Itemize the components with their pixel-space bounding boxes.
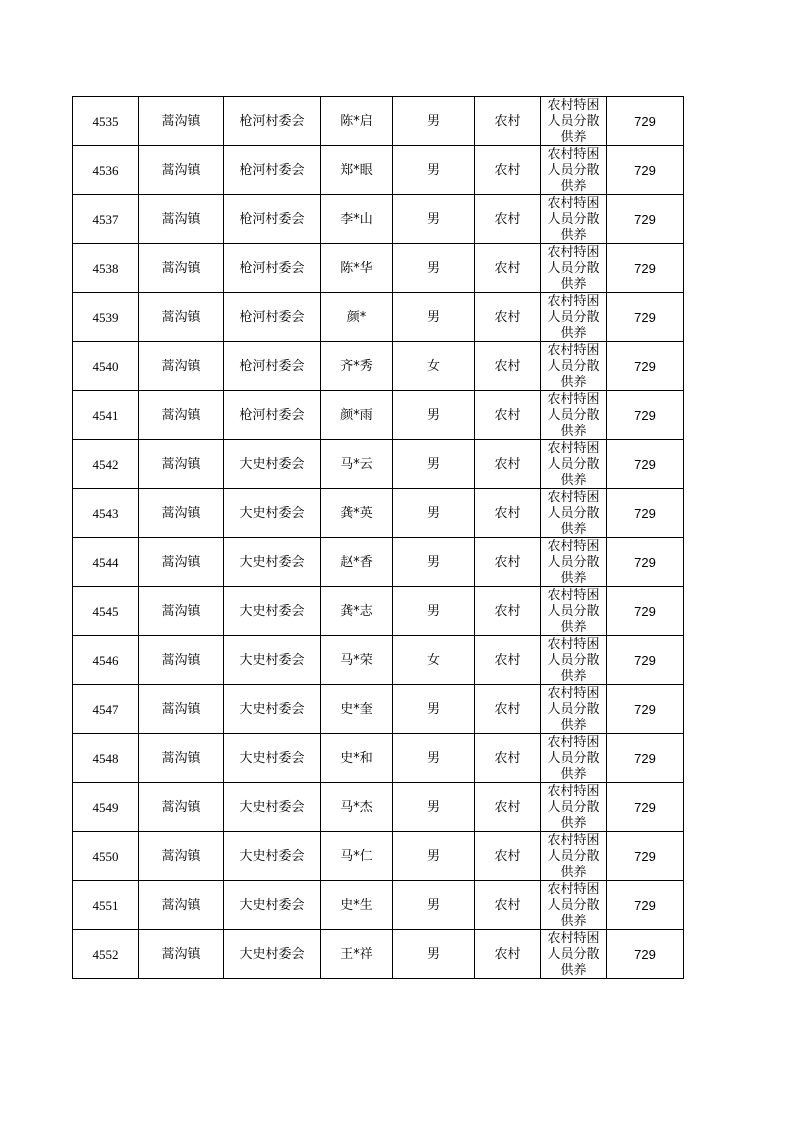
- person-name-cell: 郑*眼: [321, 146, 393, 195]
- support-category-text: 农村特困人员分散供养: [547, 882, 600, 929]
- support-category-text: 农村特困人员分散供养: [547, 735, 600, 782]
- amount-cell: 729: [607, 342, 684, 391]
- support-category-text: 农村特困人员分散供养: [547, 490, 600, 537]
- village-committee-cell: 枪河村委会: [224, 97, 321, 146]
- residence-type-cell: 农村: [475, 636, 541, 685]
- residence-type-cell: 农村: [475, 881, 541, 930]
- town-cell: 蒿沟镇: [139, 489, 224, 538]
- record-id-cell: 4544: [73, 538, 139, 587]
- support-category-text: 农村特困人员分散供养: [547, 245, 600, 292]
- amount-cell: 729: [607, 930, 684, 979]
- person-name-cell: 马*荣: [321, 636, 393, 685]
- person-name-cell: 龚*英: [321, 489, 393, 538]
- support-category-text: 农村特困人员分散供养: [547, 147, 600, 194]
- gender-cell: 男: [393, 685, 475, 734]
- person-name-cell: 马*仁: [321, 832, 393, 881]
- person-name-cell: 赵*香: [321, 538, 393, 587]
- town-cell: 蒿沟镇: [139, 538, 224, 587]
- support-category-cell: [541, 146, 607, 195]
- support-category-text: 农村特困人员分散供养: [547, 833, 600, 880]
- residence-type-cell: 农村: [475, 489, 541, 538]
- town-cell: 蒿沟镇: [139, 146, 224, 195]
- support-category-text: 农村特困人员分散供养: [547, 441, 600, 488]
- support-category-cell: [541, 734, 607, 783]
- person-name-cell: 史*生: [321, 881, 393, 930]
- town-cell: 蒿沟镇: [139, 97, 224, 146]
- person-name-cell: 马*杰: [321, 783, 393, 832]
- person-name-cell: 王*祥: [321, 930, 393, 979]
- record-id-cell: 4538: [73, 244, 139, 293]
- table-row: [73, 97, 684, 146]
- residence-type-cell: 农村: [475, 685, 541, 734]
- record-id-cell: 4546: [73, 636, 139, 685]
- support-category-text: 农村特困人员分散供养: [547, 784, 600, 831]
- village-committee-cell: 大史村委会: [224, 440, 321, 489]
- table-row: [73, 930, 684, 979]
- village-committee-cell: 大史村委会: [224, 538, 321, 587]
- table-row: [73, 391, 684, 440]
- town-cell: 蒿沟镇: [139, 930, 224, 979]
- village-committee-cell: 枪河村委会: [224, 342, 321, 391]
- amount-cell: 729: [607, 783, 684, 832]
- support-category-text: 农村特困人员分散供养: [547, 294, 600, 341]
- village-committee-cell: 大史村委会: [224, 734, 321, 783]
- support-category-cell: [541, 685, 607, 734]
- amount-cell: 729: [607, 881, 684, 930]
- support-category-text: 农村特困人员分散供养: [547, 686, 600, 733]
- person-name-cell: 齐*秀: [321, 342, 393, 391]
- record-id-cell: 4543: [73, 489, 139, 538]
- gender-cell: 男: [393, 195, 475, 244]
- village-committee-cell: 枪河村委会: [224, 244, 321, 293]
- person-name-cell: 颜*雨: [321, 391, 393, 440]
- amount-cell: 729: [607, 489, 684, 538]
- gender-cell: 男: [393, 587, 475, 636]
- support-category-cell: [541, 832, 607, 881]
- record-id-cell: 4537: [73, 195, 139, 244]
- residence-type-cell: 农村: [475, 832, 541, 881]
- table-row: [73, 195, 684, 244]
- support-category-cell: [541, 244, 607, 293]
- support-category-cell: [541, 489, 607, 538]
- town-cell: 蒿沟镇: [139, 342, 224, 391]
- support-category-text: 农村特困人员分散供养: [547, 539, 600, 586]
- village-committee-cell: 大史村委会: [224, 783, 321, 832]
- town-cell: 蒿沟镇: [139, 244, 224, 293]
- amount-cell: 729: [607, 636, 684, 685]
- person-name-cell: 陈*华: [321, 244, 393, 293]
- person-name-cell: 马*云: [321, 440, 393, 489]
- residence-type-cell: 农村: [475, 587, 541, 636]
- record-id-cell: 4549: [73, 783, 139, 832]
- record-id-cell: 4539: [73, 293, 139, 342]
- town-cell: 蒿沟镇: [139, 195, 224, 244]
- person-name-cell: 龚*志: [321, 587, 393, 636]
- table-row: [73, 342, 684, 391]
- town-cell: 蒿沟镇: [139, 685, 224, 734]
- residence-type-cell: 农村: [475, 293, 541, 342]
- village-committee-cell: 大史村委会: [224, 636, 321, 685]
- village-committee-cell: 枪河村委会: [224, 146, 321, 195]
- support-category-text: 农村特困人员分散供养: [547, 637, 600, 684]
- record-id-cell: 4542: [73, 440, 139, 489]
- support-category-cell: [541, 538, 607, 587]
- residence-type-cell: 农村: [475, 734, 541, 783]
- support-category-cell: [541, 97, 607, 146]
- village-committee-cell: 枪河村委会: [224, 391, 321, 440]
- residence-type-cell: 农村: [475, 538, 541, 587]
- gender-cell: 男: [393, 783, 475, 832]
- town-cell: 蒿沟镇: [139, 391, 224, 440]
- residence-type-cell: 农村: [475, 391, 541, 440]
- gender-cell: 男: [393, 881, 475, 930]
- table-row: [73, 832, 684, 881]
- gender-cell: 男: [393, 293, 475, 342]
- amount-cell: 729: [607, 97, 684, 146]
- village-committee-cell: 大史村委会: [224, 587, 321, 636]
- record-id-cell: 4540: [73, 342, 139, 391]
- village-committee-cell: 枪河村委会: [224, 195, 321, 244]
- amount-cell: 729: [607, 391, 684, 440]
- gender-cell: 男: [393, 97, 475, 146]
- support-category-cell: [541, 440, 607, 489]
- table-row: [73, 636, 684, 685]
- support-category-cell: [541, 293, 607, 342]
- table-row: [73, 538, 684, 587]
- support-category-text: 农村特困人员分散供养: [547, 343, 600, 390]
- support-category-text: 农村特困人员分散供养: [547, 588, 600, 635]
- gender-cell: 男: [393, 538, 475, 587]
- amount-cell: 729: [607, 587, 684, 636]
- support-category-cell: [541, 930, 607, 979]
- gender-cell: 男: [393, 244, 475, 293]
- table-row: [73, 146, 684, 195]
- town-cell: 蒿沟镇: [139, 293, 224, 342]
- person-name-cell: 史*奎: [321, 685, 393, 734]
- record-id-cell: 4545: [73, 587, 139, 636]
- village-committee-cell: 大史村委会: [224, 930, 321, 979]
- residence-type-cell: 农村: [475, 195, 541, 244]
- table-row: [73, 244, 684, 293]
- support-category-text: 农村特困人员分散供养: [547, 392, 600, 439]
- residence-type-cell: 农村: [475, 146, 541, 195]
- record-id-cell: 4552: [73, 930, 139, 979]
- village-committee-cell: 大史村委会: [224, 832, 321, 881]
- town-cell: 蒿沟镇: [139, 881, 224, 930]
- gender-cell: 男: [393, 930, 475, 979]
- person-name-cell: 颜*: [321, 293, 393, 342]
- support-category-cell: [541, 195, 607, 244]
- table-body: [73, 97, 684, 979]
- person-name-cell: 史*和: [321, 734, 393, 783]
- table-row: [73, 783, 684, 832]
- residence-type-cell: 农村: [475, 97, 541, 146]
- record-id-cell: 4535: [73, 97, 139, 146]
- amount-cell: 729: [607, 146, 684, 195]
- amount-cell: 729: [607, 293, 684, 342]
- gender-cell: 男: [393, 832, 475, 881]
- support-category-cell: [541, 636, 607, 685]
- support-category-cell: [541, 587, 607, 636]
- residence-type-cell: 农村: [475, 930, 541, 979]
- residence-type-cell: 农村: [475, 342, 541, 391]
- person-name-cell: 李*山: [321, 195, 393, 244]
- table-row: [73, 489, 684, 538]
- residence-type-cell: 农村: [475, 244, 541, 293]
- support-category-text: 农村特困人员分散供养: [547, 196, 600, 243]
- record-id-cell: 4541: [73, 391, 139, 440]
- town-cell: 蒿沟镇: [139, 587, 224, 636]
- support-category-cell: [541, 783, 607, 832]
- gender-cell: 男: [393, 391, 475, 440]
- town-cell: 蒿沟镇: [139, 636, 224, 685]
- amount-cell: 729: [607, 440, 684, 489]
- amount-cell: 729: [607, 244, 684, 293]
- amount-cell: 729: [607, 685, 684, 734]
- residence-type-cell: 农村: [475, 440, 541, 489]
- town-cell: 蒿沟镇: [139, 440, 224, 489]
- support-category-text: 农村特困人员分散供养: [547, 98, 600, 145]
- table-row: [73, 685, 684, 734]
- support-category-cell: [541, 391, 607, 440]
- town-cell: 蒿沟镇: [139, 783, 224, 832]
- village-committee-cell: 大史村委会: [224, 489, 321, 538]
- table-row: [73, 587, 684, 636]
- town-cell: 蒿沟镇: [139, 734, 224, 783]
- gender-cell: 男: [393, 146, 475, 195]
- table-row: [73, 881, 684, 930]
- record-id-cell: 4536: [73, 146, 139, 195]
- amount-cell: 729: [607, 832, 684, 881]
- support-category-cell: [541, 342, 607, 391]
- gender-cell: 女: [393, 342, 475, 391]
- record-id-cell: 4548: [73, 734, 139, 783]
- gender-cell: 男: [393, 440, 475, 489]
- amount-cell: 729: [607, 538, 684, 587]
- amount-cell: 729: [607, 734, 684, 783]
- gender-cell: 男: [393, 734, 475, 783]
- village-committee-cell: 枪河村委会: [224, 293, 321, 342]
- beneficiary-table: [72, 96, 684, 979]
- residence-type-cell: 农村: [475, 783, 541, 832]
- support-category-cell: [541, 881, 607, 930]
- support-category-text: 农村特困人员分散供养: [547, 931, 600, 978]
- table-row: [73, 440, 684, 489]
- table-row: [73, 293, 684, 342]
- gender-cell: 男: [393, 489, 475, 538]
- record-id-cell: 4550: [73, 832, 139, 881]
- record-id-cell: 4551: [73, 881, 139, 930]
- record-id-cell: 4547: [73, 685, 139, 734]
- town-cell: 蒿沟镇: [139, 832, 224, 881]
- table-row: [73, 734, 684, 783]
- gender-cell: 女: [393, 636, 475, 685]
- village-committee-cell: 大史村委会: [224, 881, 321, 930]
- amount-cell: 729: [607, 195, 684, 244]
- village-committee-cell: 大史村委会: [224, 685, 321, 734]
- person-name-cell: 陈*启: [321, 97, 393, 146]
